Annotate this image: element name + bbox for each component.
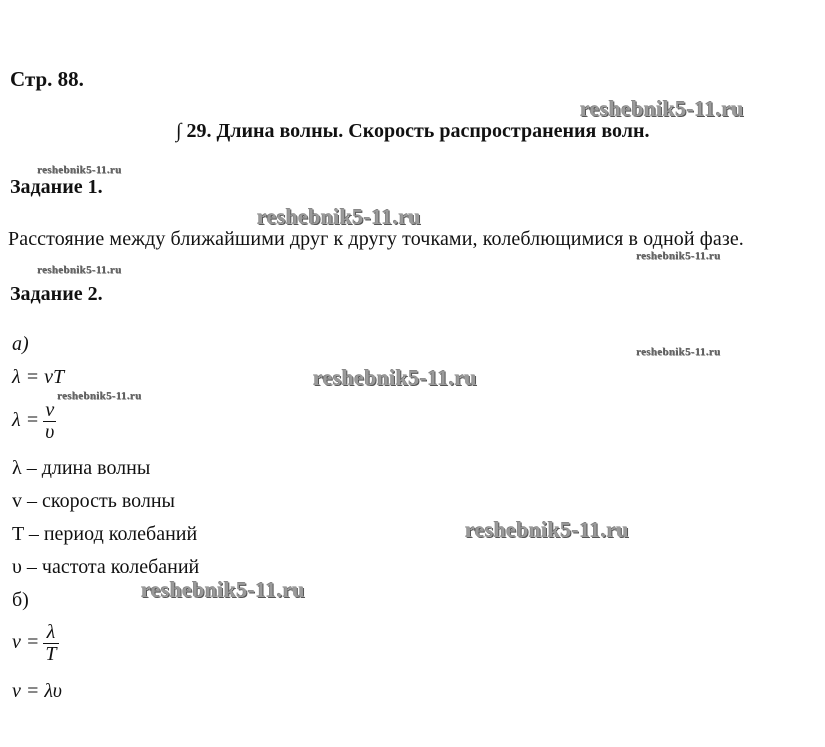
- definition-v: v – скорость волны: [12, 490, 175, 512]
- definition-T: T – период колебаний: [12, 523, 198, 545]
- watermark: reshebnik5-11.ru: [313, 365, 477, 390]
- watermark: reshebnik5-11.ru: [37, 264, 122, 276]
- watermark: reshebnik5-11.ru: [580, 96, 744, 121]
- task-2-heading: Задание 2.: [10, 283, 103, 305]
- equation-wavelength-product: λ = vT: [12, 366, 65, 388]
- watermark: reshebnik5-11.ru: [57, 390, 142, 402]
- fraction-v-over-nu: $\frac{v}{\upsilon}$: [45, 399, 55, 443]
- equation-velocity-product: v = λυ: [12, 680, 62, 702]
- part-a-label: а): [12, 333, 29, 355]
- watermark: reshebnik5-11.ru: [465, 517, 629, 542]
- watermark: reshebnik5-11.ru: [636, 346, 721, 358]
- watermark: reshebnik5-11.ru: [636, 250, 721, 262]
- watermark: reshebnik5-11.ru: [257, 204, 421, 229]
- equation-wavelength-fraction: λ = $\frac{v}{\upsilon}$: [12, 399, 55, 443]
- part-b-label: б): [12, 589, 29, 611]
- page-number-label: Стр. 88.: [10, 67, 84, 91]
- definition-lambda: λ – длина волны: [12, 457, 151, 479]
- section-title: ∫ 29. Длина волны. Скорость распространения волн.: [176, 120, 650, 142]
- watermark: reshebnik5-11.ru: [37, 164, 122, 176]
- watermark: reshebnik5-11.ru: [141, 577, 305, 602]
- task-1-answer: Расстояние между ближайшими друг к другу точками, колеблющимися в одной фазе.: [8, 228, 744, 250]
- fraction-lambda-over-T: $\frac{\lambda}{T}$: [45, 621, 57, 665]
- equation-velocity-fraction: v = $\frac{\lambda}{T}$: [12, 621, 57, 665]
- definition-nu: υ – частота колебаний: [12, 556, 200, 578]
- task-1-heading: Задание 1.: [10, 176, 103, 198]
